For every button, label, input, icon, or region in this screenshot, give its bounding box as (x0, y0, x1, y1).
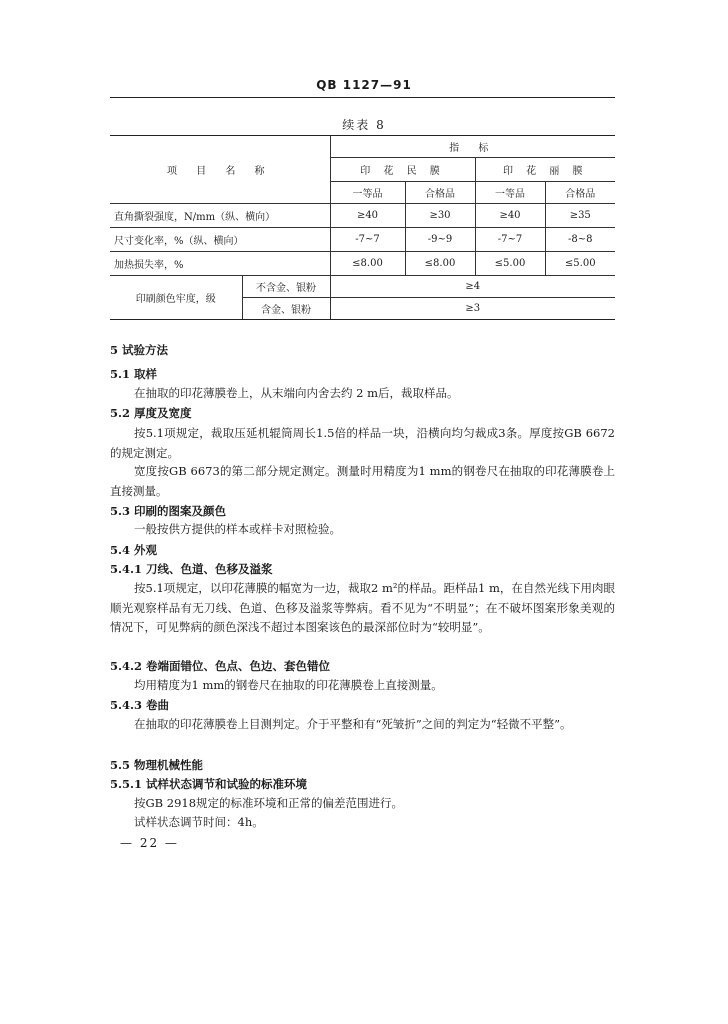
standard-code-header: QB 1127—91 (316, 78, 412, 92)
sub-header-min-film: 印 花 民 膜 (330, 158, 475, 182)
table-cell: ≤8.00 (405, 252, 475, 276)
page-number: — 22 — (120, 836, 179, 850)
section-heading: 5.4.1 刀线、色道、色移及溢浆 (110, 562, 273, 576)
table-cell: ≥40 (330, 204, 405, 228)
grade-header: 一等品 (330, 182, 405, 204)
section-heading: 5.2 厚度及宽度 (110, 406, 192, 420)
indicator-group-header: 指 标 (330, 136, 615, 158)
sub-row-label: 不含金、银粉 (242, 276, 330, 298)
paragraph: 按5.1项规定，裁取压延机辊筒周长1.5倍的样品一块，沿横向均匀裁成3条。厚度按GB 6672的规定测定。 (110, 426, 615, 460)
table-cell: ≥4 (330, 276, 615, 298)
table-row (110, 228, 615, 252)
sub-header-li-film: 印 花 丽 膜 (475, 158, 615, 182)
paragraph: 在抽取的印花薄膜卷上，从末端向内舍去约 2 m后，裁取样品。 (134, 386, 459, 400)
table-caption: 续表 8 (342, 118, 386, 132)
paragraph: 按5.1项规定，以印花薄膜的幅宽为一边，裁取2 m²的样品。距样品1 m，在自然光线下用肉眼顺光观察样品有无刀线、色道、色移及溢浆等弊病。看不见为“不明显”；在不破坏图案形象美观的情况下，可见弊病的颜色深浅不超过本图案该色的最深部位时为“较明显”。 (110, 581, 615, 634)
table-cell: ≥40 (475, 204, 545, 228)
item-name-header: 项 目 名 称 (110, 136, 330, 204)
table-cell: -7~7 (475, 228, 545, 252)
table-row (110, 276, 615, 298)
table-cell: ≥3 (330, 298, 615, 320)
header-rule (110, 97, 615, 98)
section-heading: 5.4.3 卷曲 (110, 698, 170, 712)
sub-row-label: 含金、银粉 (242, 298, 330, 320)
row-label: 尺寸变化率，%（纵、横向） (110, 228, 330, 252)
section-heading: 5 试验方法 (110, 343, 169, 357)
paragraph: 宽度按GB 6673的第二部分规定测定。测量时用精度为1 mm的钢卷尺在抽取的印花薄膜卷上直接测量。 (110, 464, 615, 498)
table-cell: ≤5.00 (545, 252, 615, 276)
table-cell: ≤8.00 (330, 252, 405, 276)
row-label: 加热损失率，% (110, 252, 330, 276)
section-heading: 5.1 取样 (110, 367, 158, 381)
section-heading: 5.4 外观 (110, 543, 158, 557)
section-heading: 5.4.2 卷端面错位、色点、色边、套色错位 (110, 659, 331, 673)
paragraph: 按GB 2918规定的标准环境和正常的偏差范围进行。 (134, 796, 404, 810)
grade-header: 合格品 (405, 182, 475, 204)
row-label: 直角撕裂强度，N/mm（纵、横向） (110, 204, 330, 228)
color-fastness-label: 印刷颜色牢度，级 (110, 276, 242, 320)
spec-table (110, 135, 615, 320)
section-heading: 5.5 物理机械性能 (110, 758, 204, 772)
paragraph: 一般按供方提供的样本或样卡对照检验。 (134, 522, 341, 536)
table-cell: ≥35 (545, 204, 615, 228)
table-cell: -9~9 (405, 228, 475, 252)
grade-header: 一等品 (475, 182, 545, 204)
grade-header: 合格品 (545, 182, 615, 204)
table-cell: ≤5.00 (475, 252, 545, 276)
table-cell: -7~7 (330, 228, 405, 252)
table-cell: ≥30 (405, 204, 475, 228)
paragraph: 在抽取的印花薄膜卷上目测判定。介于平整和有“死皱折”之间的判定为“轻微不平整”。 (134, 717, 572, 731)
paragraph: 均用精度为1 mm的钢卷尺在抽取的印花薄膜卷上直接测量。 (134, 678, 443, 692)
table-cell: -8~8 (545, 228, 615, 252)
section-heading: 5.3 印刷的图案及颜色 (110, 504, 227, 518)
section-heading: 5.5.1 试样状态调节和试验的标准环境 (110, 777, 308, 791)
table-row (110, 204, 615, 228)
paragraph: 试样状态调节时间：4h。 (134, 815, 264, 829)
table-row (110, 252, 615, 276)
